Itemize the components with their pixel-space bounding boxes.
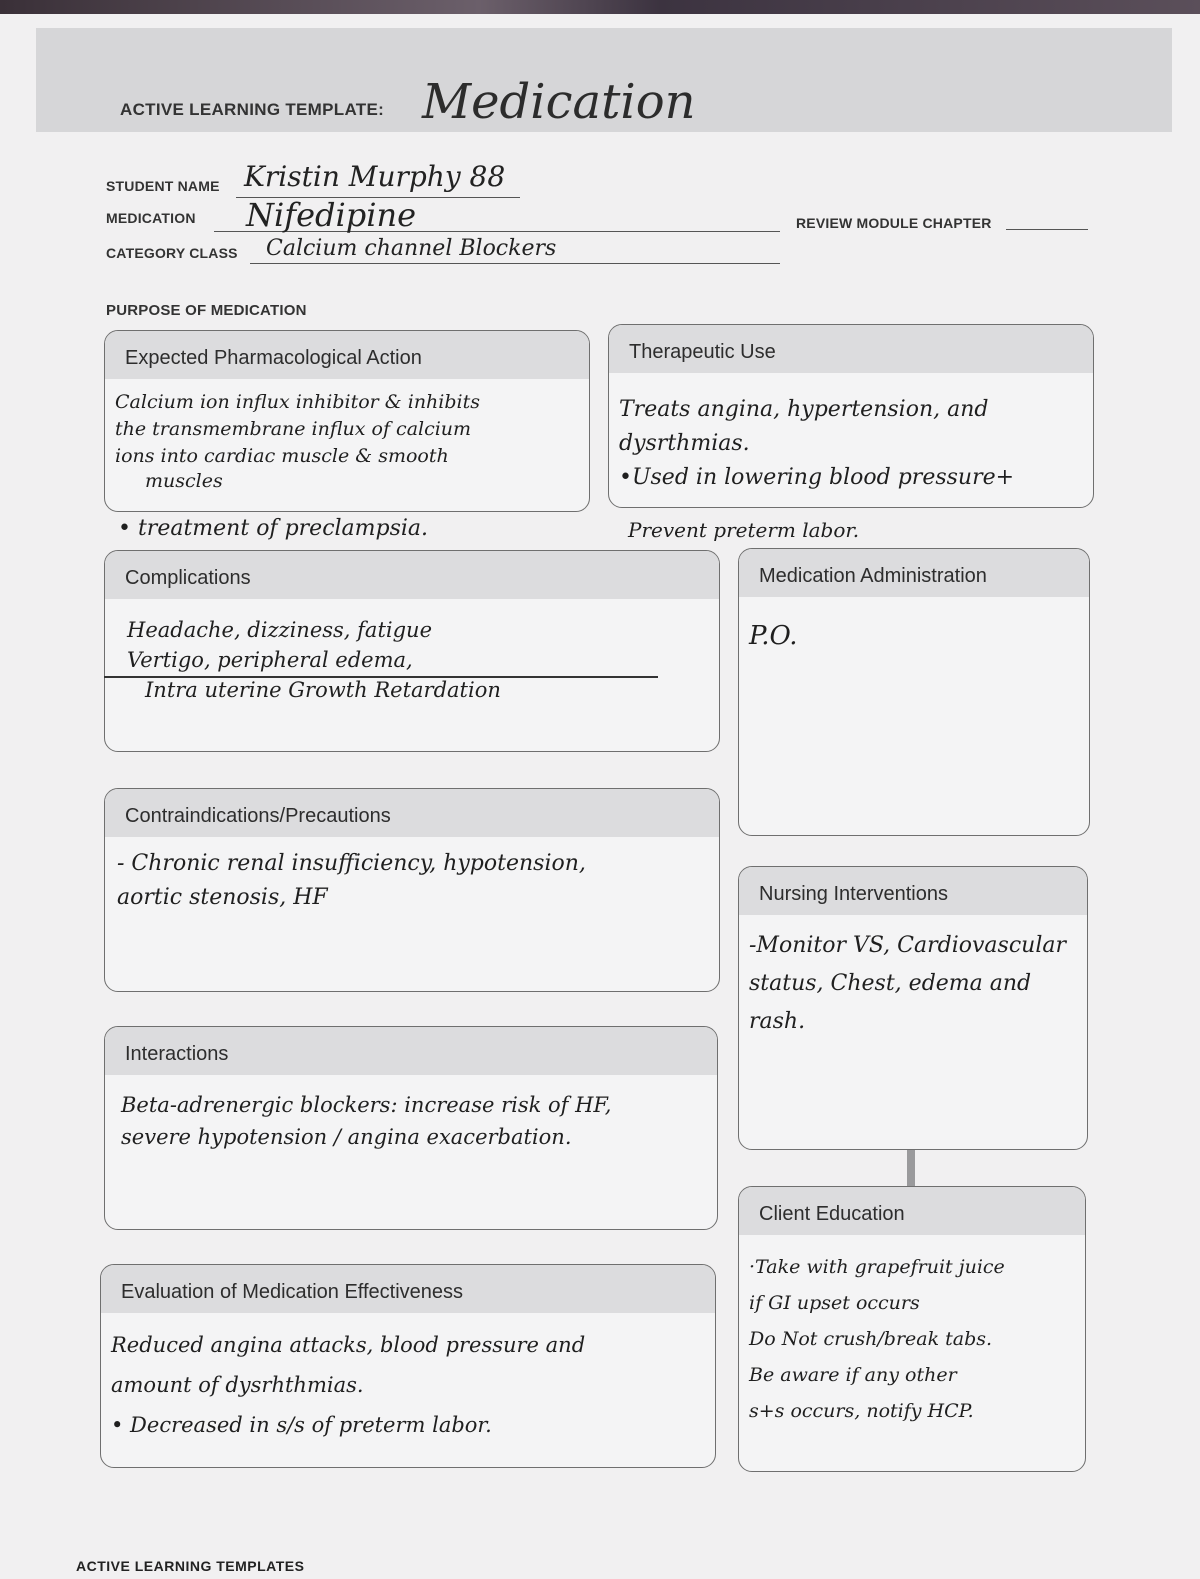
category-class-label: CATEGORY CLASS xyxy=(106,245,238,261)
therapeutic-use-text xyxy=(619,393,1089,495)
evaluation-text xyxy=(111,1325,711,1445)
expected-action-text xyxy=(115,389,585,492)
medication-label: MEDICATION xyxy=(106,210,196,226)
administration-line: P.O. xyxy=(749,621,798,651)
complications-title: Complications xyxy=(125,567,251,589)
therapeutic-use-title: Therapeutic Use xyxy=(629,341,776,363)
expected-action-line: the transmembrane influx of calcium xyxy=(115,418,472,440)
client-education-box xyxy=(738,1186,1086,1472)
purpose-heading: PURPOSE OF MEDICATION xyxy=(106,302,307,319)
student-name-value: Kristin Murphy 88 xyxy=(244,160,506,193)
client-education-text xyxy=(749,1249,1081,1429)
review-module-line xyxy=(1006,229,1088,230)
client-education-line: Be aware if any other xyxy=(749,1364,957,1386)
page-title: Medication xyxy=(422,74,696,130)
therapeutic-use-box xyxy=(608,324,1094,508)
administration-title: Medication Administration xyxy=(759,565,987,587)
complications-line: Headache, dizziness, fatigue xyxy=(127,618,432,642)
page-footer: ACTIVE LEARNING TEMPLATES xyxy=(76,1558,305,1574)
contraindications-line: - Chronic renal insufficiency, hypotension, xyxy=(117,851,586,876)
student-name-label: STUDENT NAME xyxy=(106,178,220,194)
contraindications-line: aortic stenosis, HF xyxy=(117,885,328,910)
nursing-interventions-title: Nursing Interventions xyxy=(759,883,948,905)
expected-action-line: ions into cardiac muscle & smooth xyxy=(115,445,449,467)
nursing-interventions-text xyxy=(749,927,1083,1041)
complications-line: Intra uterine Growth Retardation xyxy=(145,678,501,702)
expected-action-line: muscles xyxy=(145,470,223,492)
therapeutic-use-line: •Used in lowering blood pressure+ xyxy=(619,465,1015,490)
contraindications-text xyxy=(117,847,715,915)
administration-box xyxy=(738,548,1090,836)
expected-action-title: Expected Pharmacological Action xyxy=(125,347,422,369)
client-education-line: Do Not crush/break tabs. xyxy=(749,1328,993,1350)
template-label: ACTIVE LEARNING TEMPLATE: xyxy=(120,100,385,119)
interactions-box xyxy=(104,1026,718,1230)
nursing-interventions-line: rash. xyxy=(749,1009,806,1034)
review-module-label: REVIEW MODULE CHAPTER xyxy=(796,215,992,231)
client-education-title: Client Education xyxy=(759,1203,905,1225)
contraindications-box xyxy=(104,788,720,992)
evaluation-line: amount of dysrhthmias. xyxy=(111,1373,364,1397)
evaluation-title: Evaluation of Medication Effectiveness xyxy=(121,1281,464,1303)
client-education-line: if GI upset occurs xyxy=(749,1292,920,1314)
contraindications-title: Contraindications/Precautions xyxy=(125,805,391,827)
interactions-title: Interactions xyxy=(125,1043,229,1065)
interactions-line: severe hypotension / angina exacerbation. xyxy=(121,1125,572,1149)
expected-action-extra: • treatment of preclampsia. xyxy=(118,516,429,541)
category-class-line xyxy=(250,263,780,264)
scan-top-shadow xyxy=(0,0,1200,14)
administration-text xyxy=(749,621,1085,651)
complications-box xyxy=(104,550,720,752)
nursing-interventions-box xyxy=(738,866,1088,1150)
expected-action-line: Calcium ion influx inhibitor & inhibits xyxy=(115,391,480,413)
complications-text xyxy=(127,615,715,705)
box-connector xyxy=(907,1150,915,1188)
interactions-line: Beta-adrenergic blockers: increase risk of HF, xyxy=(121,1093,612,1117)
evaluation-box xyxy=(100,1264,716,1468)
medication-value: Nifedipine xyxy=(246,196,416,234)
therapeutic-use-extra: Prevent preterm labor. xyxy=(628,518,860,542)
complications-line: Vertigo, peripheral edema, xyxy=(127,648,413,672)
client-education-line: ·Take with grapefruit juice xyxy=(749,1256,1005,1278)
nursing-interventions-line: status, Chest, edema and xyxy=(749,971,1032,996)
nursing-interventions-line: -Monitor VS, Cardiovascular xyxy=(749,933,1066,958)
evaluation-line: Reduced angina attacks, blood pressure and xyxy=(111,1333,586,1357)
evaluation-line: • Decreased in s/s of preterm labor. xyxy=(111,1413,492,1437)
interactions-text xyxy=(121,1089,713,1153)
expected-action-box xyxy=(104,330,590,512)
category-class-value: Calcium channel Blockers xyxy=(266,236,557,261)
client-education-line: s+s occurs, notify HCP. xyxy=(749,1400,974,1422)
therapeutic-use-line: Treats angina, hypertension, and xyxy=(619,397,989,422)
complications-underline xyxy=(104,676,658,678)
therapeutic-use-line: dysrthmias. xyxy=(619,431,750,456)
